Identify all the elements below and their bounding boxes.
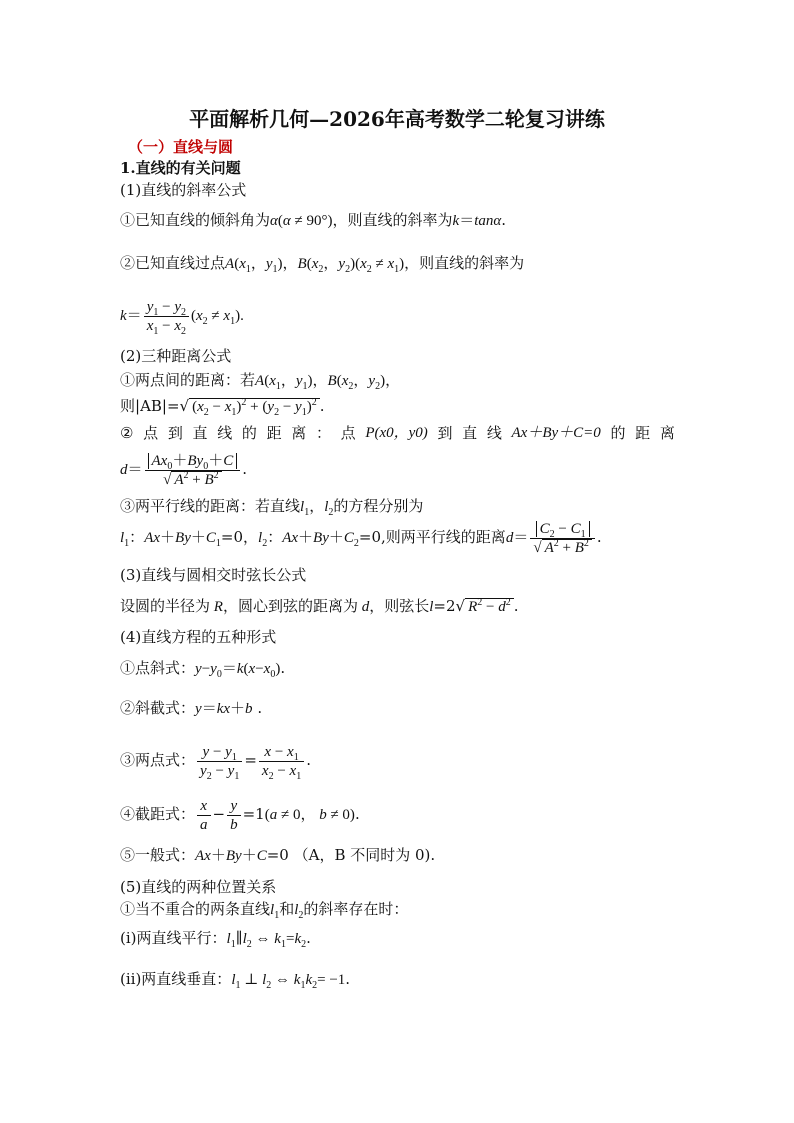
- form-two-point: ③两点式： $\frac{y - y_1}{y_2 - y_1}$ = $\frac{x - x_1}{x_2 - x_1}$ .: [120, 743, 311, 782]
- positions-intro: ①当不重合的两条直线$l_1$和$l_2$的斜率存在时：: [120, 900, 409, 921]
- distance-parallel-lines: ③两平行线的距离：若直线$l_1$，$l_2$的方程分别为: [120, 497, 424, 518]
- form-general-label: ⑤一般式：: [120, 846, 196, 864]
- distance-word: ②: [120, 424, 134, 442]
- form-intercept: ④截距式： $\frac{x}{a}$ − $\frac{y}{b}$ =1(a ≠ 0， b ≠ 0).: [120, 797, 360, 833]
- distance-word: 直: [462, 424, 478, 442]
- section-heading: （一）直线与圆: [128, 138, 234, 156]
- positions-parallel-label: (ⅰ)两直线平行：: [120, 929, 227, 947]
- distance-two-points-text: ①两点间的距离：若: [120, 371, 256, 389]
- parallel-distance-text: 则两平行线的距离: [385, 528, 506, 546]
- positions-perpendicular-label: (ⅱ)两直线垂直：: [120, 970, 232, 988]
- distance-word: ：: [315, 424, 331, 442]
- form-intercept-label: ④截距式：: [120, 805, 196, 823]
- distance-word: 的: [610, 424, 626, 442]
- heading-line-problems: 1.直线的有关问题: [120, 159, 241, 177]
- angle-formula: α(α ≠ 90°): [270, 213, 333, 229]
- subheading-slope: (1)直线的斜率公式: [120, 181, 247, 199]
- distance-word: 线: [486, 424, 502, 442]
- slope-fraction: $\frac{y_1 - y_2}{x_1 - x_2}$: [144, 298, 189, 335]
- then-text: 则: [120, 397, 136, 415]
- parallel-lines-text: ③两平行线的距离：若直线: [120, 497, 301, 515]
- parallel-fraction: $\frac{C_2 - C_1}{√ A^2 + B^2}$: [530, 520, 595, 557]
- form-two-point-label: ③两点式：: [120, 751, 196, 769]
- form-general: ⑤一般式：Ax＋By＋C=0 （A，B 不同时为 0).: [120, 846, 436, 864]
- two-points-formula: $A(x_1$，$y_1$)，$B(x_2$，$y_2$)，: [255, 373, 401, 392]
- chord-text-2: ，圆心到弦的距离为: [222, 597, 358, 615]
- positions-intro-text: ①当不重合的两条直线: [120, 900, 271, 918]
- distance-word: 距: [635, 424, 651, 442]
- subheading-chord: (3)直线与圆相交时弦长公式: [120, 566, 307, 584]
- distance-two-points-formula: 则|AB|=√ $(x_2 - x_1)^2 + (y_2 - y_1)^2$ .: [120, 397, 325, 418]
- positions-intro-and: 和: [279, 900, 295, 918]
- positions-parallel: (ⅰ)两直线平行：$l_1\parallel l_2$ ⇔ $k_1=k_2$.: [120, 929, 311, 950]
- distance-word: 的: [241, 424, 257, 442]
- form-point-slope: ①点斜式：$y-y_0=k(x-x_0)$.: [120, 659, 286, 680]
- form-slope-intercept-label: ②斜截式：: [120, 699, 196, 717]
- subheading-line-forms: (4)直线方程的五种形式: [120, 628, 277, 646]
- distance-word: 到: [437, 424, 453, 442]
- form-general-note: （A，B 不同时为 0): [293, 846, 431, 864]
- subheading-positions: (5)直线的两种位置关系: [120, 878, 277, 896]
- parallel-lines-text-2: 的方程分别为: [333, 497, 424, 515]
- positions-perpendicular: (ⅱ)两直线垂直：$l_1$ ⊥ $l_2$ ⇔ $k_1k_2= -1$.: [120, 970, 351, 991]
- distance-word: P(x0，y0): [365, 425, 428, 441]
- form-slope-intercept: ②斜截式：y＝kx＋b .: [120, 699, 263, 717]
- positions-intro-text-2: 的斜率存在时：: [303, 900, 409, 918]
- chord-text-3: ，则弦长: [369, 597, 430, 615]
- slope-tan-formula: k＝tanα: [452, 213, 502, 229]
- distance-point-line-text: [120, 423, 675, 443]
- slope-angle-text-2: ，则直线的斜率为: [332, 211, 453, 229]
- chord-length-formula: 设圆的半径为 R，圆心到弦的距离为 d，则弦长l=2√ $R^2 - d^2$ .: [120, 597, 519, 615]
- distance-word: 离: [659, 424, 675, 442]
- period: .: [501, 211, 507, 229]
- slope-angle-text: ①已知直线的倾斜角为: [120, 211, 271, 229]
- slope-points-text: ②已知直线过点: [120, 254, 226, 272]
- distance-word: 点: [340, 424, 356, 442]
- distance-two-points: [120, 370, 400, 391]
- point-line-fraction: $\frac{Ax_0+By_0+C}{√ A^2 + B^2}$: [145, 452, 241, 489]
- chord-text-1: 设圆的半径为: [120, 597, 211, 615]
- slope-fraction-formula: k＝ $\frac{y_1 - y_2}{x_1 - x_2}$ $(x_2 \ne x_1)$.: [120, 298, 244, 337]
- distance-word: 距: [266, 424, 282, 442]
- points-formula: $A(x_1$，$y_1$)，$B(x_2$，$y_2)(x_2 \ne x_1)$: [225, 256, 405, 275]
- chord-sqrt: $R^2 - d^2$: [465, 598, 514, 615]
- distance-word: 直: [192, 424, 208, 442]
- page-title: 平面解析几何—2026年高考数学二轮复习讲练: [189, 107, 605, 131]
- slope-formula-points: [120, 253, 524, 274]
- distance-word: 到: [167, 424, 183, 442]
- distance-point-line-formula: d＝ $\frac{Ax_0+By_0+C}{√ A^2 + B^2}$ .: [120, 452, 247, 488]
- distance-word: Ax＋By＋C=0: [511, 425, 601, 441]
- distance-word: 离: [291, 424, 307, 442]
- form-point-slope-label: ①点斜式：: [120, 659, 196, 677]
- slope-formula-angle: [120, 210, 506, 231]
- subheading-distance: (2)三种距离公式: [120, 347, 232, 365]
- distance-word: 点: [143, 424, 159, 442]
- distance-sqrt: $(x_2 - x_1)^2 + (y_2 - y_1)^2$: [189, 398, 320, 415]
- distance-word: 线: [217, 424, 233, 442]
- distance-parallel-formula: $l_1$：$Ax+By+C_1=0$，$l_2$：$Ax+By+C_2=0$,则两平行线的距离d＝ $\frac{C_2 - C_1}{√ A^2 + B^2}$ .: [120, 520, 602, 556]
- slope-points-text-2: ，则直线的斜率为: [404, 254, 525, 272]
